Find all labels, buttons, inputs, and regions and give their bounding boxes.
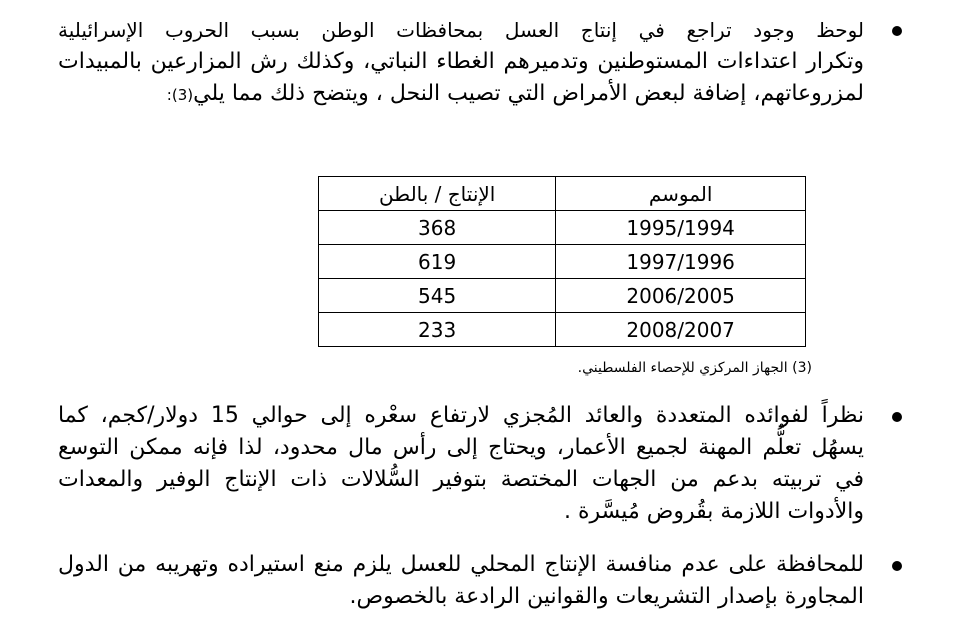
table-row (319, 211, 806, 245)
table-row (319, 313, 806, 347)
paragraph-line: يسهُل تعلُّم المهنة لجميع الأعمار، ويحتاج إلى رأس مال محدود، لذا فإنه ممكن التوسع (58, 435, 864, 460)
bullet-icon (892, 412, 902, 422)
cell-production: 545 (319, 279, 556, 313)
paragraph-line: نظراً لفوائده المتعددة والعائد المُجزي لارتفاع سعْره إلى حوالي 15 دولار/كجم، كما (58, 403, 864, 428)
cell-production: 368 (319, 211, 556, 245)
cell-production: 233 (319, 313, 556, 347)
bullet-paragraph-1 (58, 14, 864, 110)
bullet-paragraph-2 (58, 400, 864, 528)
footnote-reference: (3): (166, 86, 194, 104)
paragraph-line: المجاورة بإصدار التشريعات والقوانين الرادعة بالخصوص. (349, 584, 864, 609)
cell-season: 1997/1996 (556, 245, 806, 279)
honey-production-table (318, 176, 806, 347)
table-row (319, 245, 806, 279)
paragraph-line: في تربيته بدعم من الجهات المختصة بتوفير السُّلالات ذات الإنتاج الوفير والمعدات (58, 467, 864, 492)
table-header-row (319, 177, 806, 211)
table-footnote: (3) الجهاز المركزي للإحصاء الفلسطيني. (577, 360, 812, 376)
bullet-icon (892, 561, 902, 571)
header-production: الإنتاج / بالطن (319, 177, 556, 211)
cell-season: 2008/2007 (556, 313, 806, 347)
cell-season: 2006/2005 (556, 279, 806, 313)
paragraph-line: لوحظ وجود تراجع في إنتاج العسل بمحافظات الوطن بسبب الحروب الإسرائيلية (58, 18, 864, 42)
paragraph-line-text: لمزروعاتهم، إضافة لبعض الأمراض التي تصيب النحل ، ويتضح ذلك مما يلي (193, 81, 864, 106)
paragraph-line: للمحافظة على عدم منافسة الإنتاج المحلي للعسل يلزم منع استيراده وتهريبه من الدول (58, 552, 864, 577)
cell-production: 619 (319, 245, 556, 279)
bullet-icon (892, 26, 902, 36)
bullet-paragraph-3 (58, 549, 864, 613)
table-row (319, 279, 806, 313)
paragraph-line-with-ref (58, 78, 864, 110)
paragraph-line: والأدوات اللازمة بقُروض مُيسَّرة . (564, 499, 864, 524)
header-season: الموسم (556, 177, 806, 211)
cell-season: 1995/1994 (556, 211, 806, 245)
paragraph-line: وتكرار اعتداءات المستوطنين وتدميرهم الغطاء النباتي، وكذلك رش المزارعين بالمبيدات (58, 49, 864, 74)
